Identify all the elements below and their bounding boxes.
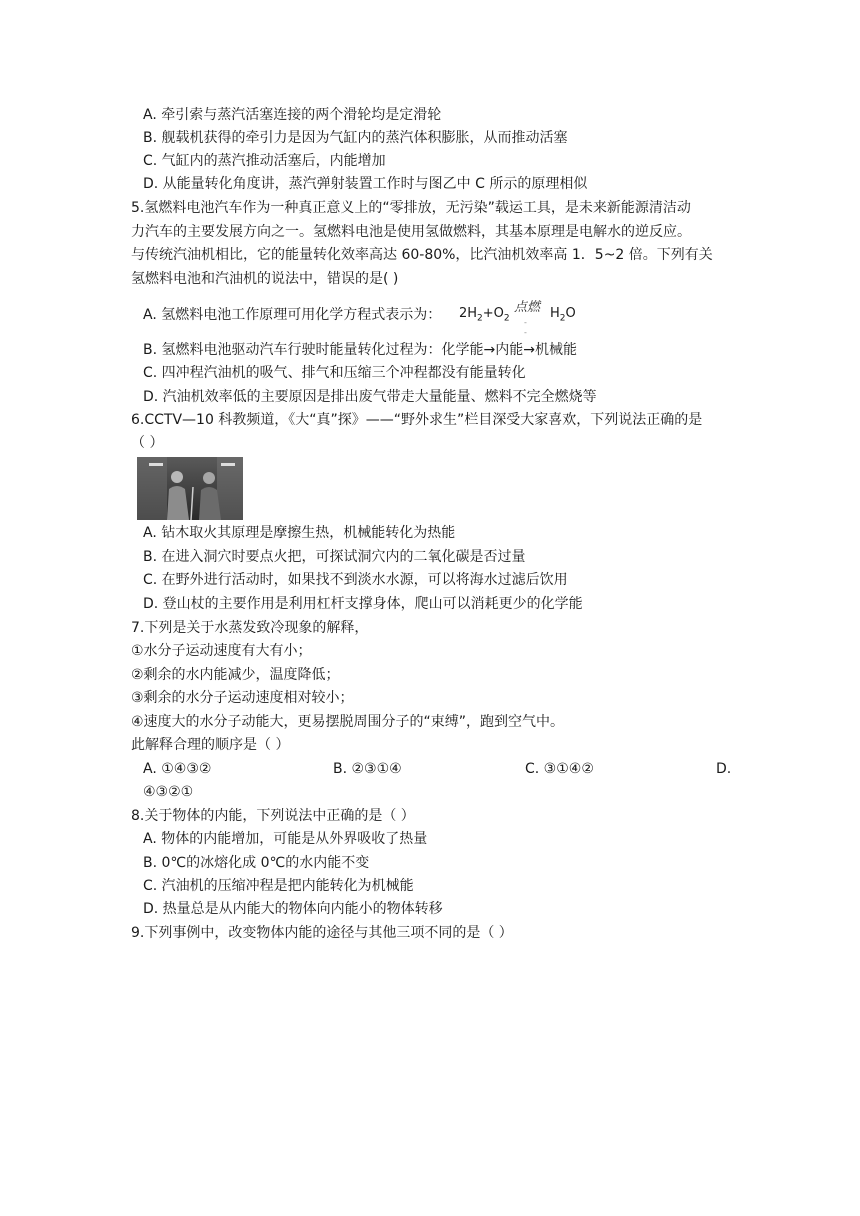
q4-option-b: B. 舰载机获得的牵引力是因为气缸内的蒸汽体积膨胀，从而推动活塞 bbox=[143, 130, 568, 146]
q7-item-1: ①水分子运动速度有大有小； bbox=[131, 643, 312, 659]
product-h: H bbox=[550, 306, 560, 321]
product-o: O bbox=[565, 306, 576, 321]
q5-stem-line-4: 氢燃料电池和汽油机的说法中，错误的是( ) bbox=[131, 271, 399, 287]
q6-option-d: D. 登山杖的主要作用是利用杠杆支撑身体，爬山可以消耗更少的化学能 bbox=[143, 596, 583, 612]
q5-stem-line-1: 5.氢燃料电池汽车作为一种真正意义上的“零排放，无污染”载运工具，是未来新能源清洁动 bbox=[131, 200, 691, 216]
q8-option-b: B. 0℃的冰熔化成 0℃的水内能不变 bbox=[143, 855, 370, 871]
reaction-condition: 点燃 bbox=[514, 300, 541, 315]
q4-option-a: A. 牵引索与蒸汽活塞连接的两个滑轮均是定滑轮 bbox=[143, 107, 442, 123]
q8-option-a: A. 物体的内能增加，可能是从外界吸收了热量 bbox=[143, 831, 428, 847]
q8-option-d: D. 热量总是从内能大的物体向内能小的物体转移 bbox=[143, 901, 443, 917]
q5-option-a-text: A. 氢燃料电池工作原理可用化学方程式表示为： bbox=[143, 307, 442, 323]
q7-option-d: D. bbox=[716, 761, 732, 777]
q7-item-2: ②剩余的水内能减少，温度降低； bbox=[131, 667, 340, 683]
reactant-o2: +O bbox=[482, 306, 504, 321]
q4-option-d: D. 从能量转化角度讲，蒸汽弹射装置工作时与图乙中 C 所示的原理相似 bbox=[143, 176, 588, 192]
chemical-equation bbox=[459, 306, 510, 324]
q8-stem: 8.关于物体的内能，下列说法中正确的是（ ） bbox=[131, 808, 415, 824]
q5-option-d: D. 汽油机效率低的主要原因是排出废气带走大量能量、燃料不完全燃烧等 bbox=[143, 389, 597, 405]
q7-option-a: A. ①④③② bbox=[143, 761, 212, 777]
q7-option-d-answer: ④③②① bbox=[143, 784, 194, 800]
q5-option-c: C. 四冲程汽油机的吸气、排气和压缩三个冲程都没有能量转化 bbox=[143, 365, 526, 381]
q6-stem: 6.CCTV—10 科教频道，《大“真”探》——“野外求生”栏目深受大家喜欢，下列说法正确的是 bbox=[131, 412, 703, 428]
q7-item-4: ④速度大的水分子动能大，更易摆脱周围分子的“束缚”，跑到空气中。 bbox=[131, 714, 565, 730]
q5-stem-line-2: 力汽车的主要发展方向之一。氢燃料电池是使用氢做燃料，其基本原理是电解水的逆反应。 bbox=[131, 224, 691, 240]
q4-option-c: C. 气缸内的蒸汽推动活塞后，内能增加 bbox=[143, 153, 386, 169]
equation-bar-mark: - bbox=[524, 318, 527, 327]
reactant-h2: 2H bbox=[459, 306, 478, 321]
q7-stem: 7.下列是关于水蒸发致冷现象的解释， bbox=[131, 620, 369, 636]
q7-option-b: B. ②③①④ bbox=[333, 761, 402, 777]
q6-option-c: C. 在野外进行活动时，如果找不到淡水水源，可以将海水过滤后饮用 bbox=[143, 572, 568, 588]
q7-question: 此解释合理的顺序是（ ） bbox=[131, 737, 290, 753]
survival-show-photo bbox=[137, 457, 243, 520]
q7-option-c: C. ③①④② bbox=[525, 761, 594, 777]
subscript: 2 bbox=[503, 313, 510, 324]
q8-option-c: C. 汽油机的压缩冲程是把内能转化为机械能 bbox=[143, 878, 414, 894]
q6-option-b: B. 在进入洞穴时要点火把，可探试洞穴内的二氧化碳是否过量 bbox=[143, 549, 526, 565]
q7-item-3: ③剩余的水分子运动速度相对较小； bbox=[131, 690, 354, 706]
subscript: 2 bbox=[559, 313, 566, 324]
product-h2o bbox=[550, 306, 576, 324]
subscript: 2 bbox=[477, 313, 483, 324]
equation-bar-mark: - bbox=[524, 328, 527, 337]
q9-stem: 9.下列事例中，改变物体内能的途径与其他三项不同的是（ ） bbox=[131, 925, 513, 941]
q6-stem-paren: （ ） bbox=[131, 435, 164, 451]
q6-option-a: A. 钻木取火其原理是摩擦生热，机械能转化为热能 bbox=[143, 525, 456, 541]
q5-option-a bbox=[143, 304, 441, 326]
q5-option-b: B. 氢燃料电池驱动汽车行驶时能量转化过程为：化学能→内能→机械能 bbox=[143, 342, 577, 358]
q5-stem-line-3: 与传统汽油机相比，它的能量转化效率高达 60-80%，比汽油机效率高 1．5~2 倍。下列有关 bbox=[131, 247, 713, 263]
